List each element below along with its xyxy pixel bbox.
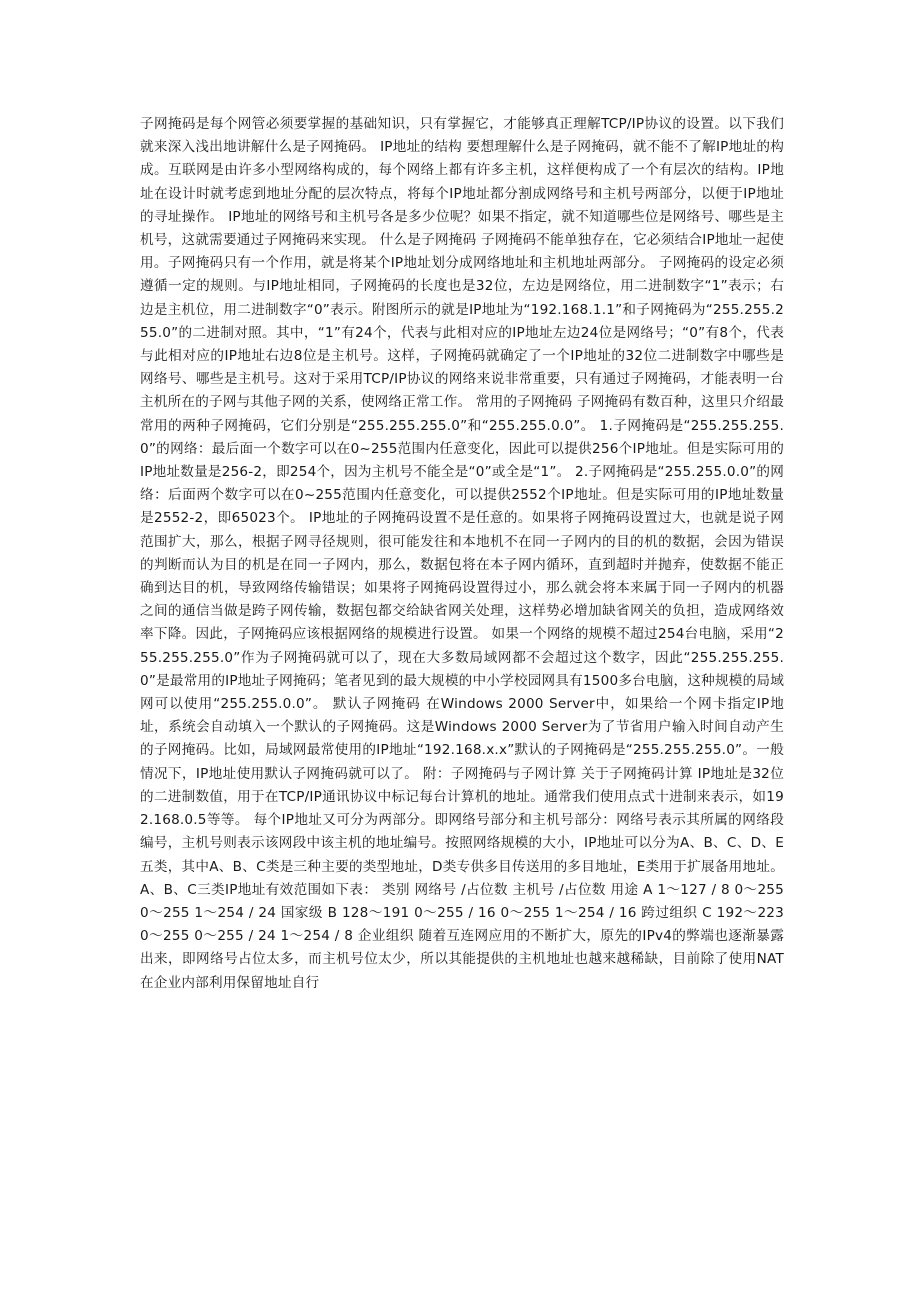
document-body [140,113,784,995]
body-paragraph: 子网掩码是每个网管必须要掌握的基础知识，只有掌握它，才能够真正理解TCP/IP协议的设置。以下我们就来深入浅出地讲解什么是子网掩码。 IP地址的结构 要想理解什么是子网掩码，就不能不了解IP地址的构成。互联网是由许多小型网络构成的，每个网络上都有许多主机，这样便构成了一个有层次的结构。IP地址在设计时就考虑到地址分配的层次特点，将每个IP地址都分割成网络号和主机号两部分，以便于IP地址的寻址操作。 IP地址的网络号和主机号各是多少位呢？如果不指定，就不知道哪些位是网络号、哪些是主机号，这就需要通过子网掩码来实现。 什么是子网掩码 子网掩码不能单独存在，它必须结合IP地址一起使用。子网掩码只有一个作用，就是将某个IP地址划分成网络地址和主机地址两部分。 子网掩码的设定必须遵循一定的规则。与IP地址相同，子网掩码的长度也是32位，左边是网络位，用二进制数字“1”表示；右边是主机位，用二进制数字“0”表示。附图所示的就是IP地址为“192.168.1.1”和子网掩码为“255.255.255.0”的二进制对照。其中，“1”有24个，代表与此相对应的IP地址左边24位是网络号；“0”有8个，代表与此相对应的IP地址右边8位是主机号。这样，子网掩码就确定了一个IP地址的32位二进制数字中哪些是网络号、哪些是主机号。这对于采用TCP/IP协议的网络来说非常重要，只有通过子网掩码，才能表明一台主机所在的子网与其他子网的关系，使网络正常工作。 常用的子网掩码 子网掩码有数百种，这里只介绍最常用的两种子网掩码，它们分别是“255.255.255.0”和“255.255.0.0”。 1.子网掩码是“255.255.255.0”的网络：最后面一个数字可以在0~255范围内任意变化，因此可以提供256个IP地址。但是实际可用的IP地址数量是256-2，即254个，因为主机号不能全是“0”或全是“1”。 2.子网掩码是“255.255.0.0”的网络：后面两个数字可以在0~255范围内任意变化，可以提供2552个IP地址。但是实际可用的IP地址数量是2552-2，即65023个。 IP地址的子网掩码设置不是任意的。如果将子网掩码设置过大，也就是说子网范围扩大，那么，根据子网寻径规则，很可能发往和本地机不在同一子网内的目的机的数据，会因为错误的判断而认为目的机是在同一子网内，那么，数据包将在本子网内循环，直到超时并抛弃，使数据不能正确到达目的机，导致网络传输错误；如果将子网掩码设置得过小，那么就会将本来属于同一子网内的机器之间的通信当做是跨子网传输，数据包都交给缺省网关处理，这样势必增加缺省网关的负担，造成网络效率下降。因此，子网掩码应该根据网络的规模进行设置。 如果一个网络的规模不超过254台电脑，采用“255.255.255.0”作为子网掩码就可以了，现在大多数局域网都不会超过这个数字，因此“255.255.255.0”是最常用的IP地址子网掩码；笔者见到的最大规模的中小学校园网具有1500多台电脑，这种规模的局域网可以使用“255.255.0.0”。 默认子网掩码 在Windows 2000 Server中，如果给一个网卡指定IP地址，系统会自动填入一个默认的子网掩码。这是Windows 2000 Server为了节省用户输入时间自动产生的子网掩码。比如，局域网最常使用的IP地址“192.168.x.x”默认的子网掩码是“255.255.255.0”。一般情况下，IP地址使用默认子网掩码就可以了。 附：子网掩码与子网计算 关于子网掩码计算 IP地址是32位的二进制数值，用于在TCP/IP通讯协议中标记每台计算机的地址。通常我们使用点式十进制来表示，如192.168.0.5等等。 每个IP地址又可分为两部分。即网络号部分和主机号部分：网络号表示其所属的网络段编号，主机号则表示该网段中该主机的地址编号。按照网络规模的大小，IP地址可以分为A、B、C、D、E五类，其中A、B、C类是三种主要的类型地址，D类专供多目传送用的多目地址，E类用于扩展备用地址。A、B、C三类IP地址有效范围如下表： 类别 网络号 /占位数 主机号 /占位数 用途 A 1～127 / 8 0～255 0～255 1～254 / 24 国家级 B 128～191 0～255 / 16 0～255 1～254 / 16 跨过组织 C 192～223 0～255 0～255 / 24 1～254 / 8 企业组织 随着互连网应用的不断扩大，原先的IPv4的弊端也逐渐暴露出来，即网络号占位太多，而主机号位太少，所以其能提供的主机地址也越来越稀缺，目前除了使用NAT在企业内部利用保留地址自行 [140,116,784,991]
